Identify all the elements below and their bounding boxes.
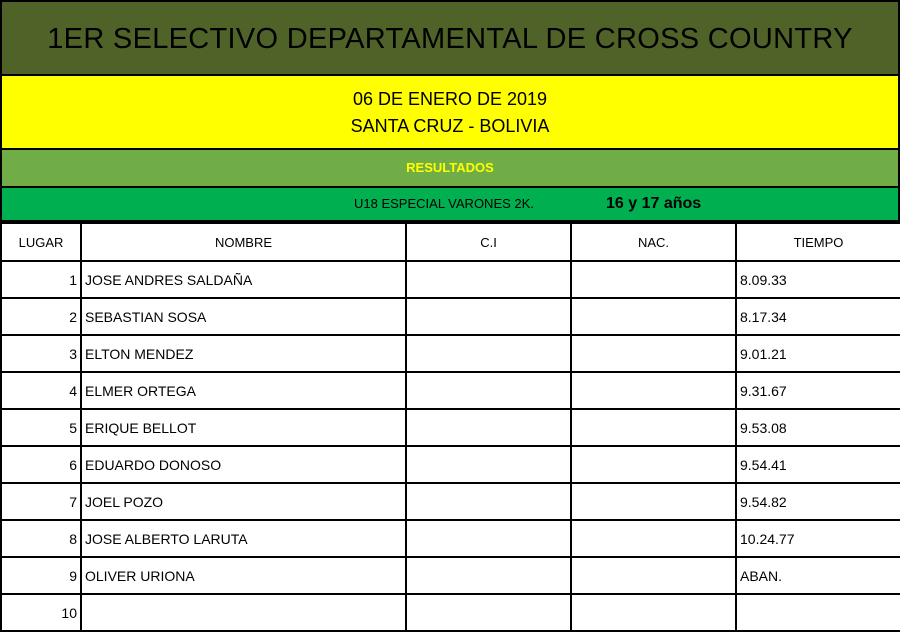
ci-cell <box>406 409 571 446</box>
name-cell <box>81 594 406 631</box>
time-cell <box>736 594 900 631</box>
ci-cell <box>406 557 571 594</box>
table-row <box>1 298 900 335</box>
name-cell: ELMER ORTEGA <box>81 372 406 409</box>
ci-cell <box>406 372 571 409</box>
name-cell: SEBASTIAN SOSA <box>81 298 406 335</box>
event-location: SANTA CRUZ - BOLIVIA <box>350 116 550 136</box>
results-heading: RESULTADOS <box>0 150 900 188</box>
nac-cell <box>571 335 736 372</box>
time-cell: 9.53.08 <box>736 409 900 446</box>
table-row <box>1 594 900 631</box>
time-cell: 8.17.34 <box>736 298 900 335</box>
column-header-tiempo: TIEMPO <box>736 223 900 261</box>
time-cell: 9.54.41 <box>736 446 900 483</box>
name-cell: EDUARDO DONOSO <box>81 446 406 483</box>
table-row <box>1 483 900 520</box>
nac-cell <box>571 261 736 298</box>
event-date-location <box>0 76 900 150</box>
ci-cell <box>406 298 571 335</box>
table-row <box>1 409 900 446</box>
table-header-row <box>1 223 900 261</box>
results-table <box>0 222 900 632</box>
table-row <box>1 557 900 594</box>
place-cell: 6 <box>1 446 81 483</box>
name-cell: JOEL POZO <box>81 483 406 520</box>
nac-cell <box>571 557 736 594</box>
table-row <box>1 335 900 372</box>
table-row <box>1 520 900 557</box>
column-header-ci: C.I <box>406 223 571 261</box>
place-cell: 8 <box>1 520 81 557</box>
ci-cell <box>406 594 571 631</box>
column-header-nombre: NOMBRE <box>81 223 406 261</box>
place-cell: 9 <box>1 557 81 594</box>
ci-cell <box>406 261 571 298</box>
nac-cell <box>571 446 736 483</box>
place-cell: 2 <box>1 298 81 335</box>
table-row <box>1 261 900 298</box>
name-cell: OLIVER URIONA <box>81 557 406 594</box>
time-cell: 9.01.21 <box>736 335 900 372</box>
event-date: 06 DE ENERO DE 2019 <box>352 89 548 109</box>
age-group-label: 16 y 17 años <box>606 195 702 212</box>
place-cell: 5 <box>1 409 81 446</box>
nac-cell <box>571 520 736 557</box>
ci-cell <box>406 335 571 372</box>
nac-cell <box>571 372 736 409</box>
category-bar <box>0 188 900 222</box>
nac-cell <box>571 483 736 520</box>
name-cell: ERIQUE BELLOT <box>81 409 406 446</box>
place-cell: 10 <box>1 594 81 631</box>
time-cell: ABAN. <box>736 557 900 594</box>
column-header-nac: NAC. <box>571 223 736 261</box>
time-cell: 9.54.82 <box>736 483 900 520</box>
name-cell: ELTON MENDEZ <box>81 335 406 372</box>
time-cell: 10.24.77 <box>736 520 900 557</box>
place-cell: 4 <box>1 372 81 409</box>
ci-cell <box>406 446 571 483</box>
name-cell: JOSE ALBERTO LARUTA <box>81 520 406 557</box>
nac-cell <box>571 594 736 631</box>
ci-cell <box>406 483 571 520</box>
place-cell: 3 <box>1 335 81 372</box>
place-cell: 1 <box>1 261 81 298</box>
time-cell: 9.31.67 <box>736 372 900 409</box>
category-label: U18 ESPECIAL VARONES 2K. <box>354 196 534 211</box>
event-title: 1ER SELECTIVO DEPARTAMENTAL DE CROSS COUNTRY <box>0 0 900 76</box>
ci-cell <box>406 520 571 557</box>
nac-cell <box>571 298 736 335</box>
table-row <box>1 372 900 409</box>
table-row <box>1 446 900 483</box>
column-header-lugar: LUGAR <box>1 223 81 261</box>
nac-cell <box>571 409 736 446</box>
time-cell: 8.09.33 <box>736 261 900 298</box>
place-cell: 7 <box>1 483 81 520</box>
name-cell: JOSE ANDRES SALDAÑA <box>81 261 406 298</box>
